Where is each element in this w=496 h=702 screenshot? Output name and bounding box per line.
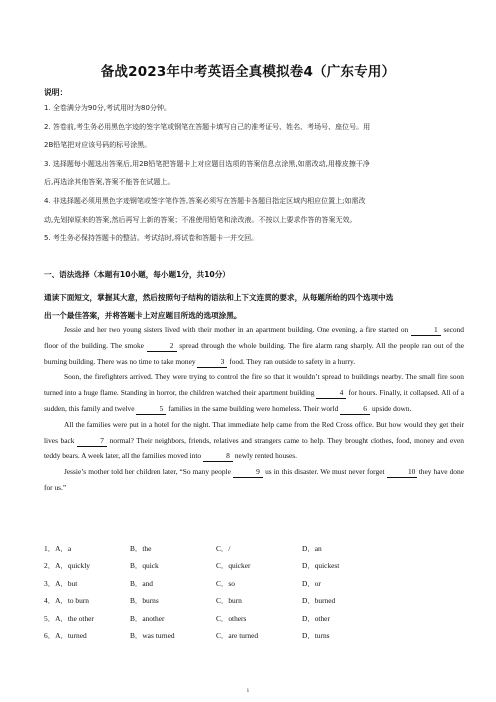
blank-1: 1 <box>411 325 441 336</box>
option-c: C．others <box>216 613 247 623</box>
blank-8: 8 <box>203 451 233 462</box>
note-line: 2. 答卷前,考生务必用黑色字迹的签字笔或钢笔在答题卡填写自己的准考证号、姓名、考场号、座位号。用 <box>44 122 371 131</box>
option-a: 3．A．but <box>44 578 78 588</box>
option-d: D．or <box>302 578 321 588</box>
option-c: C．so <box>216 578 235 588</box>
option-a: 6．A．turned <box>44 631 87 641</box>
passage-text: Jessie and her two young sisters lived with their mother in an apartment building. One evening, a fire started on <box>64 325 409 334</box>
blank-10: 10 <box>387 467 417 478</box>
option-d: D．an <box>302 544 322 553</box>
option-row <box>44 540 464 557</box>
option-c: C．are turned <box>216 631 259 641</box>
note-line: 1. 全卷满分为90分,考试用时为80分钟。 <box>44 104 171 112</box>
blank-2: 2 <box>147 341 177 352</box>
option-b: B．burns <box>130 596 159 606</box>
blank-9: 9 <box>233 467 263 478</box>
passage-paragraph <box>44 464 464 496</box>
section-instruction <box>44 289 464 325</box>
option-d: D．turns <box>302 631 330 641</box>
passage-text: families in the same building were homeless. Their world <box>168 403 339 413</box>
option-b: B．quick <box>130 561 159 571</box>
option-row <box>44 592 464 609</box>
blank-5: 5 <box>136 404 166 415</box>
reading-passage <box>44 322 464 496</box>
passage-paragraph <box>44 369 464 416</box>
note-line: 后,再选涂其他答案,答案不能答在试题上。 <box>44 178 175 187</box>
note-line: 5. 考生务必保持答题卡的整洁。考试结时,将试卷和答题卡一并交回。 <box>44 234 259 243</box>
option-c: C．burn <box>216 596 242 606</box>
option-a: 4．A．to burn <box>44 596 89 606</box>
notes-heading: 说明： <box>44 88 68 97</box>
passage-text: food. They ran outside to safety in a hurry. <box>229 356 356 366</box>
passage-text: second floor of the building. The smoke <box>44 325 464 350</box>
blank-7: 7 <box>77 436 107 447</box>
option-d: D．other <box>302 613 330 623</box>
section-title: 一、语法选择（本题有10小题，每小题1分，共10分） <box>44 270 230 279</box>
passage-text: normal? Their neighbors, friends, relatives and strangers came to help. They brought clothes, food, money and even teddy bears. A week later, all the families moved into <box>44 435 464 461</box>
blank-3: 3 <box>197 357 227 368</box>
blank-4: 4 <box>316 388 346 399</box>
passage-text: Soon, the firefighters arrived. They were trying to control the fire so that it wouldn’t spread to buildings nearby. The small fire soon turned into a huge flame. Standing in horror, the children watched their apartment building <box>44 372 464 398</box>
option-row <box>44 575 464 592</box>
notes-list <box>44 99 464 248</box>
option-a: 2．A．quickly <box>44 561 90 571</box>
passage-text: for hours. Finally, it collapsed. All of a sudden, this family and twelve <box>44 388 465 413</box>
instruction-line: 通读下面短文，掌握其大意，然后按照句子结构的语法和上下文连贯的要求，从每题所给的四个选项中选 <box>44 293 394 302</box>
option-row <box>44 610 464 627</box>
option-c: C．quicker <box>216 561 251 571</box>
answer-options <box>44 540 464 644</box>
passage-paragraph <box>44 322 464 369</box>
option-d: D．burned <box>302 596 336 606</box>
passage-text: spread through the whole building. The fire alarm rang sharply. All the people ran out of the burning building. There was no time to take money <box>44 340 464 366</box>
page-number: 1 <box>246 688 250 694</box>
option-d: D．quickest <box>302 561 340 571</box>
instruction-line: 出一个最佳答案，并将答题卡上对应题目所选的选项涂黑。 <box>44 311 242 320</box>
page-title: 备战2023年中考英语全真模拟卷4（广东专用） <box>100 64 396 80</box>
option-b: B．and <box>130 578 153 588</box>
option-c: C．/ <box>216 544 231 553</box>
passage-paragraph <box>44 417 464 464</box>
note-line: 动,先划掉原来的答案,然后再写上新的答案；不准使用铅笔和涂改液。不按以上要求作答的答案无效。 <box>44 215 357 224</box>
option-row <box>44 557 464 574</box>
note-line: 3. 选择题每小题选出答案后,用2B铅笔把答题卡上对应题目选项的答案信息点涂黑,如需改动,用橡皮擦干净 <box>44 159 370 168</box>
passage-text: All the families were put in a hotel for the night. That immediate help came from the Red Cross office. But how would they get their lives back <box>44 419 464 445</box>
option-a: 1．A．a <box>44 544 72 553</box>
passage-text: newly rented houses. <box>234 451 298 461</box>
note-line: 2B铅笔把对应该号码的标号涂黑。 <box>44 141 152 150</box>
blank-6: 6 <box>340 404 370 415</box>
option-b: B．the <box>130 544 152 553</box>
option-a: 5．A．the other <box>44 613 94 623</box>
passage-text: they have done for us.” <box>44 467 464 492</box>
note-line: 4. 非选择题必须用黑色字迹钢笔或签字笔作答,答案必须写在答题卡各题目指定区域内相应位置上;如需改 <box>44 196 366 205</box>
option-b: B．was turned <box>130 631 175 641</box>
passage-text: Jessie’s mother told her children later, “So many people <box>64 467 231 477</box>
passage-text: upside down. <box>371 403 412 413</box>
option-b: B．another <box>130 613 165 623</box>
passage-text: us in this disaster. We must never forget <box>265 467 385 477</box>
option-row <box>44 627 464 644</box>
